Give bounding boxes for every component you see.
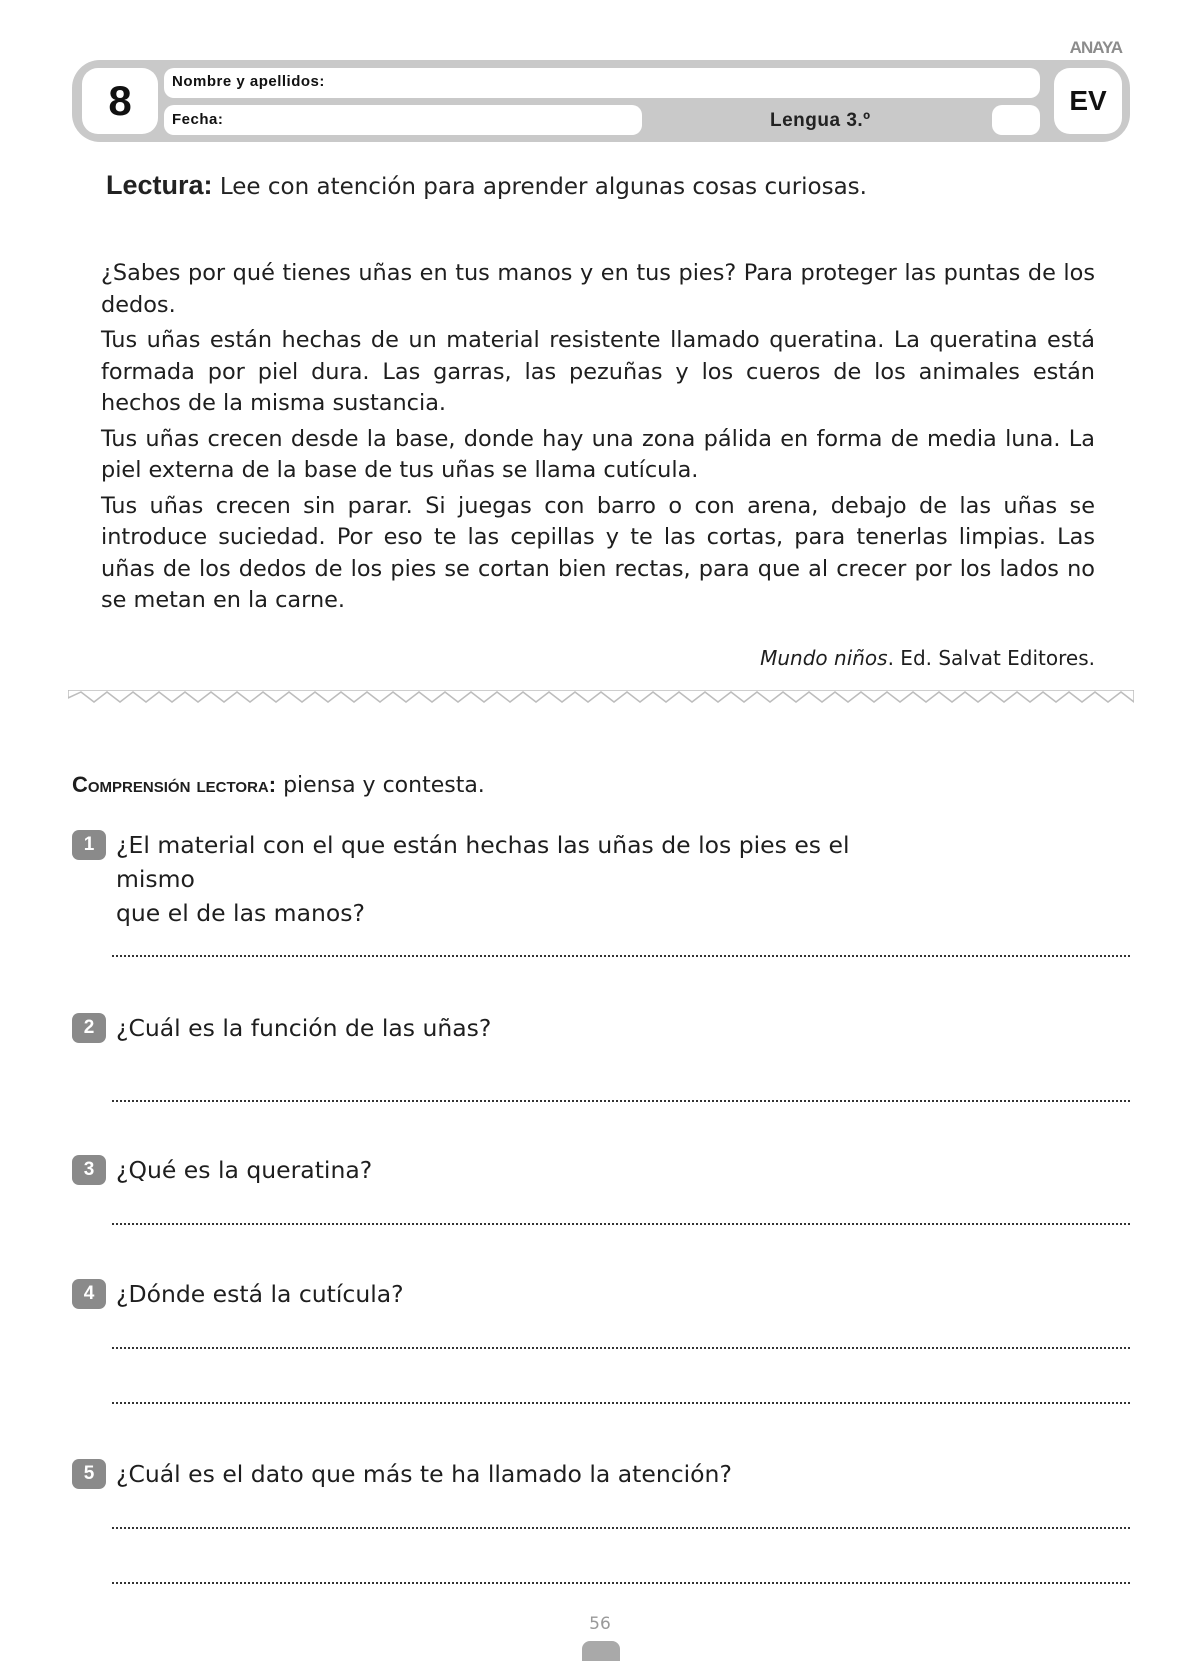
question-text bbox=[116, 828, 916, 930]
answer-line[interactable] bbox=[112, 1100, 1130, 1102]
passage-paragraph: Tus uñas crecen desde la base, donde hay una zona pálida en forma de media luna. La piel externa de la base de tus uñas se llama cutícula. bbox=[101, 425, 1095, 483]
question-number: 3 bbox=[72, 1155, 106, 1185]
evaluation-badge: EV bbox=[1054, 68, 1122, 134]
source-title: Mundo niños bbox=[760, 646, 888, 670]
answer-line[interactable] bbox=[112, 1582, 1130, 1584]
name-field[interactable] bbox=[164, 68, 1040, 98]
question-text: ¿Dónde está la cutícula? bbox=[116, 1280, 404, 1308]
comprehension-heading-label: Comprensión lectora: bbox=[72, 772, 277, 797]
passage-paragraph: Tus uñas están hechas de un material resistente llamado queratina. La queratina está formada por piel dura. Las garras, las pezuñas y los cueros de los animales están hechos de la misma sustancia. bbox=[101, 327, 1095, 416]
torn-edge bbox=[68, 690, 1134, 708]
passage-paragraph: ¿Sabes por qué tienes uñas en tus manos y en tus pies? Para proteger las puntas de los dedos. bbox=[101, 260, 1095, 318]
question-text: ¿Cuál es la función de las uñas? bbox=[116, 1014, 492, 1042]
subject-label: Lengua 3.º bbox=[770, 110, 871, 131]
comprehension-heading bbox=[72, 772, 485, 798]
question-text: ¿Qué es la queratina? bbox=[116, 1156, 373, 1184]
question-number: 2 bbox=[72, 1013, 106, 1043]
date-label: Fecha: bbox=[172, 111, 224, 128]
question-number: 5 bbox=[72, 1459, 106, 1489]
unit-number: 8 bbox=[82, 68, 158, 134]
passage-paragraph: Tus uñas crecen sin parar. Si juegas con barro o con arena, debajo de las uñas se introduce suciedad. Por eso te las cepillas y te las cortas, para tenerlas limpias. Las uñas de los dedos de los pies se cortan bien rectas, para que al crecer por los lados no se metan en la carne. bbox=[101, 492, 1095, 613]
answer-line[interactable] bbox=[112, 1402, 1130, 1404]
publisher-logo: ANAYA bbox=[1069, 38, 1122, 57]
reading-source bbox=[600, 646, 1095, 670]
source-publisher: . Ed. Salvat Editores. bbox=[887, 646, 1095, 670]
question-number: 1 bbox=[72, 830, 106, 860]
question-text: ¿Cuál es el dato que más te ha llamado la atención? bbox=[116, 1460, 732, 1488]
reading-instruction: Lee con atención para aprender algunas cosas curiosas. bbox=[219, 174, 867, 200]
page-tab bbox=[582, 1641, 620, 1661]
answer-line[interactable] bbox=[112, 1223, 1130, 1225]
reading-passage bbox=[101, 258, 1095, 621]
answer-line[interactable] bbox=[112, 955, 1130, 957]
reading-heading bbox=[106, 170, 867, 201]
comprehension-instruction: piensa y contesta. bbox=[283, 773, 485, 798]
answer-line[interactable] bbox=[112, 1527, 1130, 1529]
question-text-line: ¿El material con el que están hechas las uñas de los pies es el mismo bbox=[116, 831, 850, 893]
page-number: 56 bbox=[589, 1614, 611, 1634]
name-label: Nombre y apellidos: bbox=[172, 73, 325, 90]
reading-heading-label: Lectura: bbox=[106, 170, 213, 200]
question-number: 4 bbox=[72, 1279, 106, 1309]
question-text-line: que el de las manos? bbox=[116, 899, 365, 927]
answer-line[interactable] bbox=[112, 1347, 1130, 1349]
score-field[interactable] bbox=[992, 105, 1040, 135]
date-field[interactable] bbox=[164, 105, 642, 135]
